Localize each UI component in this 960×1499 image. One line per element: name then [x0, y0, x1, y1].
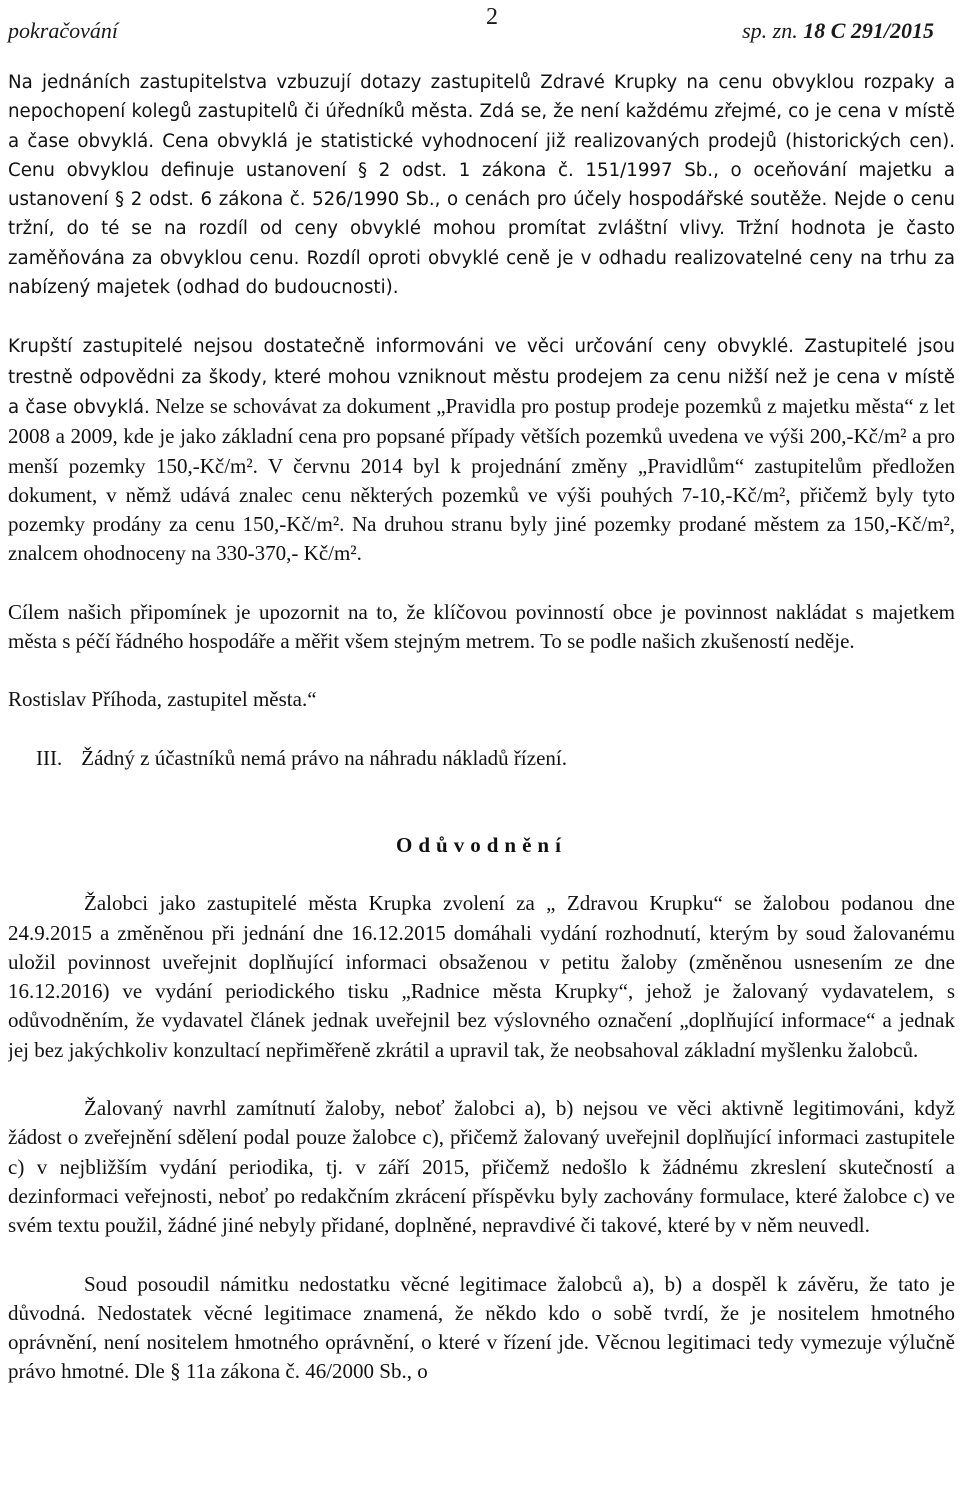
reasoning-paragraph-2: Žalovaný navrhl zamítnutí žaloby, neboť žalobci a), b) nejsou ve věci aktivně legitimováni, když žádost o zveřejnění sdělení podal pouze žalobce c), přičemž žalovaný uveřejnil doplňující informaci zastupitele c) v nejbližším vydání periodika, tj. v září 2015, přičemž nedošlo k žádnému zkreslení skutečností a dezinformaci veřejnosti, neboť po redakčním zkrácení příspěvku byly zachovány formulace, které žalobce c) ve svém textu použil, žádné jiné nebyly přidané, doplněné, nepravdivé či takové, které by v něm neuvedl. [8, 1096, 955, 1238]
page-header [8, 4, 934, 44]
spacer [8, 656, 955, 685]
reasoning-paragraph-3: Soud posoudil námitku nedostatku věcné legitimace žalobců a), b) a dospěl k závěru, že tato je důvodná. Nedostatek věcné legitimace znamená, že někdo kdo o sobě tvrdí, že je nositelem hmotného oprávnění, není nositelem hmotného oprávnění, o které v řízení jde. Věcnou legitimaci tedy vymezuje výlučně právo hmotné. Dle § 11a zákona č. 46/2000 Sb., o [8, 1271, 955, 1384]
quote-paragraph-2-rest: Nelze se schovávat za dokument „Pravidla pro postup prodeje pozemků z majetku města“ z let 2008 a 2009, kde je jako základní cena pro popsané případy větších pozemků uvedena ve výši 200,-Kč/m² a pro menší pozemky 150,-Kč/m². V červnu 2014 byl k projednání změny „Pravidlům“ zastupitelům předložen dokument, v němž udává znalec cenu některých pozemků ve výši pouhých 7-10,-Kč/m², přičemž byly tyto pozemky prodány za cenu 150,-Kč/m². Na druhou stranu byly jiné pozemky prodané městem za 150,-Kč/m², znalcem ohodnoceny na 330-370,- Kč/m². [8, 393, 955, 566]
quote-paragraph-1-main: Na jednáních zastupitelstva vzbuzují dotazy zastupitelů Zdravé Krupky na cenu obvyklou rozpaky a nepochopení kolegů zastupitelů či úředníků města. Zdá se, že není každému zřejmé, co je cena v místě a čase obvyklá. Cena obvyklá je statistické vyhodnocení již realizovaných prodejů (historických cen). Cenu obvyklou definuje ustanovení § 2 odst. 1 zákona č. 151/1997 Sb., o oceňování majetku a ustanovení § 2 odst. 6 zákona č. 526/1990 Sb., o cenách pro účely hospodářské soutěže. Nejde o cenu tržní, do té se na rozdíl od ceny obvyklé mohou promítat zvláštní vlivy. Tržní hodnota je často zaměňována za obvyklou cenu. [8, 72, 955, 269]
spacer [8, 773, 955, 831]
header-page-number: 2 [486, 4, 498, 30]
spacer [8, 1065, 955, 1094]
quote-paragraph-2-start: Krupští zastupitelé nejsou dostatečně informováni ve věci určování ceny obvyklé. Zastupitelé jsou trestně odpovědni za škody, které mohou vzniknout městu prodejem za cenu nižší než je cena v místě a čase obvyklá. [8, 336, 955, 418]
quote-signature: Rostislav Příhoda, zastupitel města.“ [8, 687, 317, 712]
spacer [8, 569, 955, 598]
quote-paragraph-3: Cílem našich připomínek je upozornit na to, že klíčovou povinností obce je povinnost nakládat s majetkem města s péčí řádného hospodáře a měřit všem stejným metrem. To se podle našich zkušeností neděje. [8, 599, 955, 654]
quote-paragraph-1-end: Rozdíl oproti obvyklé ceně je v odhadu realizovatelné ceny na trhu za nabízený majetek (odhad do budoucnosti). [8, 247, 955, 299]
verdict-item-text: Žádný z účastníků nemá právo na náhradu nákladů řízení. [81, 745, 567, 770]
header-continuation: pokračování [8, 18, 118, 43]
header-case-reference [742, 18, 934, 44]
spacer [8, 715, 955, 744]
spacer [8, 860, 955, 889]
section-heading: Odůvodnění [396, 832, 567, 857]
verdict-item-number: III. [36, 745, 63, 770]
quote-paragraph-2 [8, 331, 955, 568]
case-prefix: sp. zn. [742, 18, 798, 43]
case-number: 18 C 291/2015 [803, 18, 934, 43]
spacer [8, 1241, 955, 1270]
document-body [8, 68, 955, 1499]
reasoning-paragraph-1: Žalobci jako zastupitelé města Krupka zvolení za „ Zdravou Krupku“ se žalobou podanou dne 24.9.2015 a změněnou při jednání dne 16.12.2015 domáhali vydání rozhodnutí, kterým by soud žalovanému uložil povinnost uveřejnit doplňující informaci obsaženou v petitu žaloby (změněnou usnesením ze dne 16.12.2016) ve vydání periodického tisku „Radnice města Krupky“, jehož je žalovaný vydavatelem, s odůvodněním, že vydavatel článek jednak uveřejnil bez výslovného označení „doplňující informace“ a jednak jej bez jakýchkoliv konzultací nepřiměřeně zkrátil a upravil tak, že neobsahoval základní myšlenku žalobců. [8, 891, 955, 1062]
quote-paragraph-1 [8, 68, 955, 302]
spacer [8, 302, 955, 331]
verdict-item-3 [8, 744, 955, 773]
